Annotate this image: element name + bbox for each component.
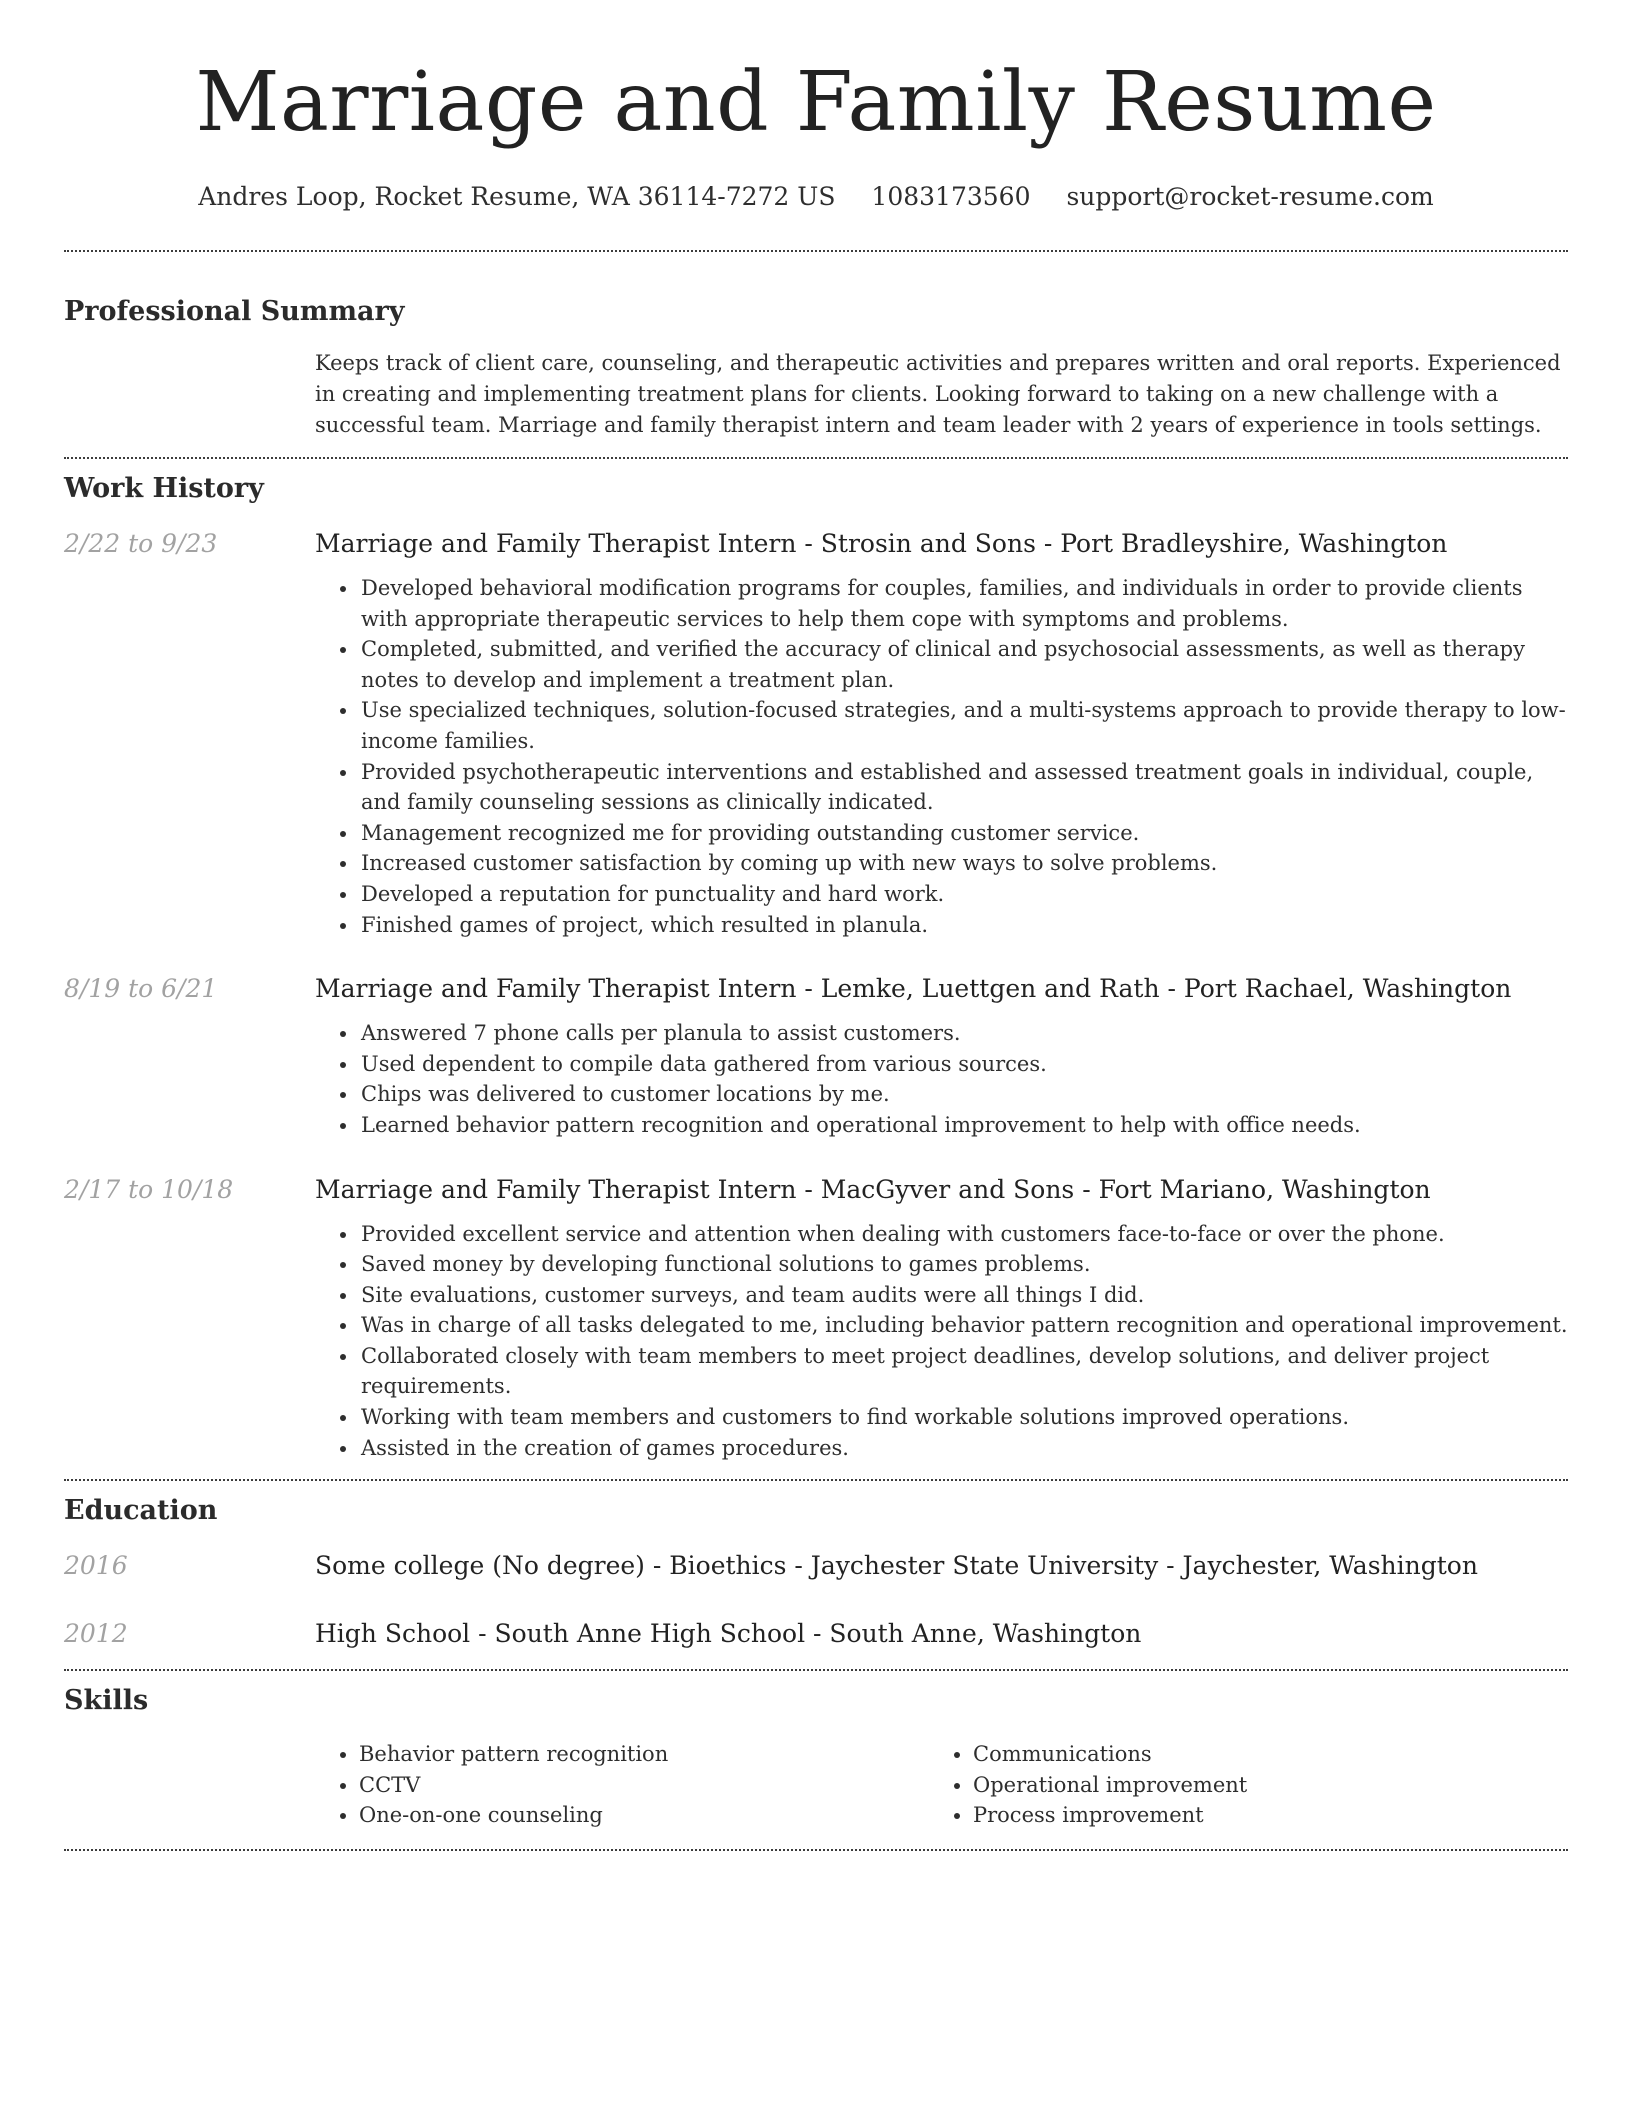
job-content <box>315 527 1568 940</box>
skill-item: • Operational improvement <box>973 1770 1489 1801</box>
education-title: High School - South Anne High School - South Anne, Washington <box>315 1619 1142 1649</box>
job-bullet: • Answered 7 phone calls per planula to assist customers. <box>359 1018 1568 1049</box>
job-bullet: • Was in charge of all tasks delegated to me, including behavior pattern recognition and operational improvement. <box>359 1310 1568 1341</box>
education-section <box>64 1493 1568 1669</box>
job-title: Marriage and Family Therapist Intern - Strosin and Sons - Port Bradleyshire, Washington <box>315 529 1448 558</box>
job-content <box>315 1173 1568 1464</box>
job-bullet: • Saved money by developing functional solutions to games problems. <box>359 1249 1568 1280</box>
job-bullet: • Developed behavioral modification programs for couples, families, and individuals in order to provide clients with appropriate therapeutic services to help them cope with symptoms and problems. <box>359 573 1568 634</box>
skills-column <box>315 1739 929 1831</box>
skill-item: • CCTV <box>359 1770 929 1801</box>
job-entry <box>64 527 1568 940</box>
skills-section <box>64 1683 1568 1849</box>
job-bullet: • Provided psychotherapeutic interventions and established and assessed treatment goals in individual, couple, and family counseling sessions as clinically indicated. <box>359 757 1568 818</box>
job-bullet: • Finished games of project, which resulted in planula. <box>359 910 1568 941</box>
job-entry <box>64 972 1568 1140</box>
job-title: Marriage and Family Therapist Intern - MacGyver and Sons - Fort Mariano, Washington <box>315 1174 1431 1204</box>
skill-item: • Behavior pattern recognition <box>359 1739 929 1770</box>
job-bullet: • Use specialized techniques, solution-focused strategies, and a multi-systems approach to provide therapy to low-income families. <box>359 695 1568 756</box>
contact-email: support@rocket-resume.com <box>1066 182 1434 211</box>
job-bullets <box>315 573 1568 940</box>
education-entry <box>64 1549 1568 1583</box>
job-date: 2/17 to 10/18 <box>64 1174 234 1204</box>
divider <box>64 1479 1568 1481</box>
job-content <box>315 972 1568 1140</box>
resume-title: Marriage and Family Resume <box>195 55 1437 150</box>
job-bullet: • Chips was delivered to customer locations by me. <box>359 1079 1568 1110</box>
section-heading-education: Education <box>64 1495 218 1527</box>
job-bullet: • Working with team members and customers to find workable solutions improved operations. <box>359 1402 1568 1433</box>
divider <box>64 1669 1568 1671</box>
contact-address: Andres Loop, Rocket Resume, WA 36114-7272 US <box>198 182 836 211</box>
job-date: 2/22 to 9/23 <box>64 529 218 558</box>
job-bullets <box>315 1018 1568 1140</box>
work-history-section <box>64 471 1568 1479</box>
skills-grid <box>315 1739 1568 1831</box>
education-entry <box>64 1617 1568 1651</box>
education-title: Some college (No degree) - Bioethics - Jaychester State University - Jaychester, Washington <box>315 1551 1478 1581</box>
section-heading-work-history: Work History <box>64 473 264 504</box>
skill-item: • Process improvement <box>973 1800 1489 1831</box>
section-heading-summary: Professional Summary <box>64 296 405 327</box>
job-bullet: • Learned behavior pattern recognition and operational improvement to help with office needs. <box>359 1110 1568 1141</box>
job-bullet: • Collaborated closely with team members to meet project deadlines, develop solutions, and deliver project requirements. <box>359 1341 1568 1402</box>
divider <box>64 250 1568 252</box>
skills-column <box>929 1739 1489 1831</box>
job-bullet: • Developed a reputation for punctuality and hard work. <box>359 879 1568 910</box>
section-heading-skills: Skills <box>64 1685 149 1717</box>
job-bullet: • Management recognized me for providing outstanding customer service. <box>359 818 1568 849</box>
job-bullet: • Completed, submitted, and verified the accuracy of clinical and psychosocial assessments, as well as therapy notes to develop and implement a treatment plan. <box>359 634 1568 695</box>
job-bullet: • Assisted in the creation of games procedures. <box>359 1433 1568 1464</box>
education-year: 2012 <box>64 1619 128 1649</box>
job-bullet: • Site evaluations, customer surveys, and team audits were all things I did. <box>359 1280 1568 1311</box>
summary-text: Keeps track of client care, counseling, and therapeutic activities and prepares written and oral reports. Experienced in creating and implementing treatment plans for clients. Looking forward to taking on a new challenge with a successful team. Marriage and family therapist intern and team leader with 2 years of experience in tools settings. <box>315 351 1561 437</box>
divider <box>64 1849 1568 1851</box>
summary-section <box>64 294 1568 441</box>
job-bullet: • Increased customer satisfaction by coming up with new ways to solve problems. <box>359 848 1568 879</box>
contact-line <box>64 182 1568 216</box>
skill-item: • Communications <box>973 1739 1489 1770</box>
education-year: 2016 <box>64 1551 128 1581</box>
job-entry <box>64 1173 1568 1464</box>
skill-item: • One-on-one counseling <box>359 1800 929 1831</box>
job-date: 8/19 to 6/21 <box>64 974 218 1004</box>
job-bullets <box>315 1219 1568 1464</box>
divider <box>64 457 1568 459</box>
job-bullet: • Used dependent to compile data gathered from various sources. <box>359 1049 1568 1080</box>
job-title: Marriage and Family Therapist Intern - Lemke, Luettgen and Rath - Port Rachael, Washington <box>315 974 1512 1004</box>
job-bullet: • Provided excellent service and attention when dealing with customers face-to-face or over the phone. <box>359 1219 1568 1250</box>
contact-phone: 1083173560 <box>871 182 1031 211</box>
